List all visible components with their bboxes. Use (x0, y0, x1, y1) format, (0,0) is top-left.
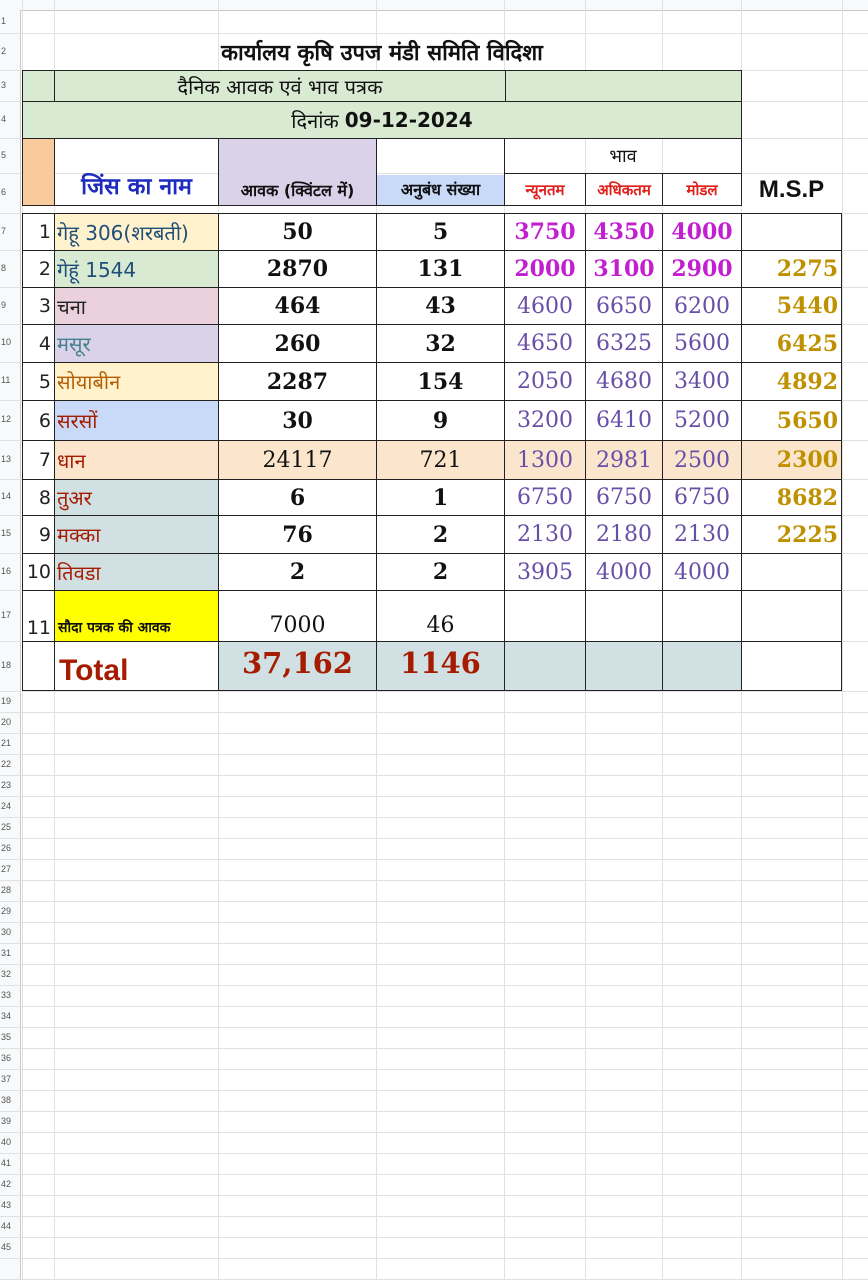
row-5-sn: 5 (22, 362, 55, 401)
row-6-min: 3200 (504, 400, 586, 441)
grid-row-line (0, 1006, 868, 1007)
total-modal (662, 641, 742, 691)
row-9-contracts: 2 (376, 515, 505, 554)
row-4-max: 6325 (585, 324, 663, 363)
date-row (22, 101, 742, 139)
row-5-contracts: 154 (376, 362, 505, 401)
grid-row-line (0, 1090, 868, 1091)
total-contracts: 1146 (376, 641, 505, 691)
row-number[interactable]: 22 (1, 759, 12, 769)
row-3-max: 6650 (585, 287, 663, 325)
row-7-modal: 2500 (662, 440, 742, 480)
row-number[interactable]: 3 (1, 80, 7, 90)
row-5-min: 2050 (504, 362, 586, 401)
row-10-modal: 4000 (662, 553, 742, 591)
row-number[interactable]: 10 (1, 337, 12, 347)
row-1-name: गेहू 306(शरबती) (54, 213, 219, 251)
sauda-name: सौदा पत्रक की आवक (54, 590, 219, 642)
row-7-max: 2981 (585, 440, 663, 480)
row-6-contracts: 9 (376, 400, 505, 441)
row-9-modal: 2130 (662, 515, 742, 554)
grid-row-line (0, 1195, 868, 1196)
row-number[interactable]: 41 (1, 1158, 12, 1168)
total-max (585, 641, 663, 691)
row-10-arrival: 2 (218, 553, 377, 591)
grid-row-line (0, 985, 868, 986)
row-3-contracts: 43 (376, 287, 505, 325)
row-number[interactable]: 20 (1, 717, 12, 727)
row-6-arrival: 30 (218, 400, 377, 441)
grid-row-line (0, 1027, 868, 1028)
grid-row-line (0, 880, 868, 881)
row-number[interactable]: 5 (1, 150, 7, 160)
grid-row-line (0, 901, 868, 902)
row-number[interactable]: 43 (1, 1200, 12, 1210)
row-3-sn: 3 (22, 287, 55, 325)
sn-header (22, 138, 55, 206)
row-5-arrival: 2287 (218, 362, 377, 401)
row-number[interactable]: 6 (1, 187, 7, 197)
row-4-min: 4650 (504, 324, 586, 363)
subtitle-right-cell (505, 70, 742, 102)
row-number[interactable]: 34 (1, 1011, 12, 1021)
grid-row-line (0, 1153, 868, 1154)
row-number[interactable]: 15 (1, 528, 12, 538)
row-number[interactable]: 18 (1, 660, 12, 670)
grid-row-line (0, 1216, 868, 1217)
row-3-msp: 5440 (741, 287, 842, 325)
row-8-sn: 8 (22, 479, 55, 516)
row-number[interactable]: 13 (1, 454, 12, 464)
row-8-arrival: 6 (218, 479, 377, 516)
row-number[interactable]: 23 (1, 780, 12, 790)
row-number[interactable]: 24 (1, 801, 12, 811)
grid-row-line (0, 1132, 868, 1133)
row-8-name: तुअर (54, 479, 219, 516)
total-label: Total (54, 641, 219, 691)
row-5-msp: 4892 (741, 362, 842, 401)
row-6-name: सरसों (54, 400, 219, 441)
row-2-min: 2000 (504, 250, 586, 288)
total-min (504, 641, 586, 691)
row-7-arrival: 24117 (218, 440, 377, 480)
row-number[interactable]: 8 (1, 263, 7, 273)
contracts-header-cell (376, 138, 505, 206)
grid-row-line (0, 1237, 868, 1238)
row-4-name: मसूर (54, 324, 219, 363)
row-6-max: 6410 (585, 400, 663, 441)
row-number[interactable]: 16 (1, 566, 12, 576)
row-7-msp: 2300 (741, 440, 842, 480)
date-label: दिनांक (291, 108, 339, 133)
row-number[interactable]: 45 (1, 1242, 12, 1252)
row-6-sn: 6 (22, 400, 55, 441)
row-6-modal: 5200 (662, 400, 742, 441)
row-8-max: 6750 (585, 479, 663, 516)
price-group-header: भाव (504, 138, 742, 174)
row-number[interactable]: 11 (1, 375, 11, 385)
sauda-max (585, 590, 663, 642)
row-4-contracts: 32 (376, 324, 505, 363)
grid-column-line (842, 0, 843, 1280)
row-2-contracts: 131 (376, 250, 505, 288)
row-1-max: 4350 (585, 213, 663, 251)
row-1-modal: 4000 (662, 213, 742, 251)
row-1-sn: 1 (22, 213, 55, 251)
grid-row-line (0, 1174, 868, 1175)
row-number[interactable]: 25 (1, 822, 12, 832)
row-number[interactable]: 30 (1, 927, 12, 937)
row-number[interactable]: 14 (1, 491, 12, 501)
row-2-msp: 2275 (741, 250, 842, 288)
row-1-contracts: 5 (376, 213, 505, 251)
grid-row-line (0, 691, 868, 692)
row-7-name: धान (54, 440, 219, 480)
row-1-arrival: 50 (218, 213, 377, 251)
row-number[interactable]: 12 (1, 414, 12, 424)
grid-row-line (0, 964, 868, 965)
row-2-arrival: 2870 (218, 250, 377, 288)
column-header-strip (0, 0, 868, 11)
row-9-sn: 9 (22, 515, 55, 554)
row-9-max: 2180 (585, 515, 663, 554)
date-value: 09-12-2024 (344, 108, 473, 132)
row-5-name: सोयाबीन (54, 362, 219, 401)
row-4-msp: 6425 (741, 324, 842, 363)
row-number[interactable]: 37 (1, 1074, 12, 1084)
min-header: न्यूनतम (504, 173, 586, 206)
row-number[interactable]: 44 (1, 1221, 12, 1231)
row-number[interactable]: 39 (1, 1116, 12, 1126)
row-number[interactable]: 32 (1, 969, 12, 979)
grid-row-line (0, 712, 868, 713)
row-number[interactable]: 2 (1, 46, 7, 56)
grid-row-line (0, 733, 868, 734)
row-9-msp: 2225 (741, 515, 842, 554)
row-10-msp (741, 553, 842, 591)
grid-row-line (0, 943, 868, 944)
row-3-modal: 6200 (662, 287, 742, 325)
sauda-msp (741, 590, 842, 642)
row-number[interactable]: 28 (1, 885, 12, 895)
sauda-contracts: 46 (376, 590, 505, 642)
row-8-modal: 6750 (662, 479, 742, 516)
sauda-modal (662, 590, 742, 642)
contracts-header: अनुबंध संख्या (377, 175, 504, 205)
row-number[interactable]: 27 (1, 864, 12, 874)
row-4-sn: 4 (22, 324, 55, 363)
row-8-min: 6750 (504, 479, 586, 516)
total-sn (22, 641, 55, 691)
commodity-header: जिंस का नाम (54, 138, 219, 206)
row-number[interactable]: 1 (1, 16, 7, 26)
row-2-max: 3100 (585, 250, 663, 288)
row-number[interactable]: 7 (1, 226, 7, 236)
sauda-sn: 11 (22, 590, 55, 642)
row-10-name: तिवडा (54, 553, 219, 591)
row-3-arrival: 464 (218, 287, 377, 325)
arrival-header: आवक (क्विंटल में) (218, 138, 377, 206)
row-4-modal: 5600 (662, 324, 742, 363)
max-header: अधिकतम (585, 173, 663, 206)
row-number[interactable]: 19 (1, 696, 12, 706)
row-7-sn: 7 (22, 440, 55, 480)
row-number[interactable]: 17 (1, 610, 12, 620)
total-arrival: 37,162 (218, 641, 377, 691)
grid-row-line (0, 754, 868, 755)
grid-row-line (0, 1048, 868, 1049)
row-7-contracts: 721 (376, 440, 505, 480)
row-number[interactable]: 36 (1, 1053, 12, 1063)
grid-row-line (0, 1111, 868, 1112)
row-9-min: 2130 (504, 515, 586, 554)
subtitle: दैनिक आवक एवं भाव पत्रक (177, 74, 383, 99)
row-5-modal: 3400 (662, 362, 742, 401)
row-2-modal: 2900 (662, 250, 742, 288)
grid-row-line (0, 922, 868, 923)
row-3-min: 4600 (504, 287, 586, 325)
subtitle-left-cell (22, 70, 55, 102)
row-1-min: 3750 (504, 213, 586, 251)
row-number[interactable]: 38 (1, 1095, 12, 1105)
grid-row-line (0, 859, 868, 860)
row-10-min: 3905 (504, 553, 586, 591)
row-number[interactable]: 29 (1, 906, 12, 916)
row-number[interactable]: 42 (1, 1179, 12, 1189)
row-number[interactable]: 4 (1, 114, 7, 124)
row-10-max: 4000 (585, 553, 663, 591)
grid-row-line (0, 838, 868, 839)
row-9-name: मक्का (54, 515, 219, 554)
row-10-sn: 10 (22, 553, 55, 591)
grid-row-line (0, 817, 868, 818)
row-1-msp (741, 213, 842, 251)
row-8-contracts: 1 (376, 479, 505, 516)
row-number[interactable]: 31 (1, 948, 12, 958)
row-3-name: चना (54, 287, 219, 325)
row-8-msp: 8682 (741, 479, 842, 516)
row-number[interactable]: 26 (1, 843, 12, 853)
row-10-contracts: 2 (376, 553, 505, 591)
total-msp (741, 641, 842, 691)
row-number[interactable]: 33 (1, 990, 12, 1000)
grid-row-line (0, 775, 868, 776)
row-number[interactable]: 21 (1, 738, 12, 748)
sauda-arrival: 7000 (218, 590, 377, 642)
row-6-msp: 5650 (741, 400, 842, 441)
row-4-arrival: 260 (218, 324, 377, 363)
row-number[interactable]: 35 (1, 1032, 12, 1042)
row-2-name: गेहूं 1544 (54, 250, 219, 288)
row-number[interactable]: 9 (1, 300, 7, 310)
office-title: कार्यालय कृषि उपज मंडी समिति विदिशा (221, 41, 543, 66)
grid-row-line (0, 796, 868, 797)
row-7-min: 1300 (504, 440, 586, 480)
row-2-sn: 2 (22, 250, 55, 288)
modal-header: मोडल (662, 173, 742, 206)
msp-header: M.S.P (758, 175, 825, 203)
row-5-max: 4680 (585, 362, 663, 401)
grid-row-line (0, 1069, 868, 1070)
grid-row-line (0, 1258, 868, 1259)
row-9-arrival: 76 (218, 515, 377, 554)
sauda-min (504, 590, 586, 642)
row-number[interactable]: 40 (1, 1137, 12, 1147)
